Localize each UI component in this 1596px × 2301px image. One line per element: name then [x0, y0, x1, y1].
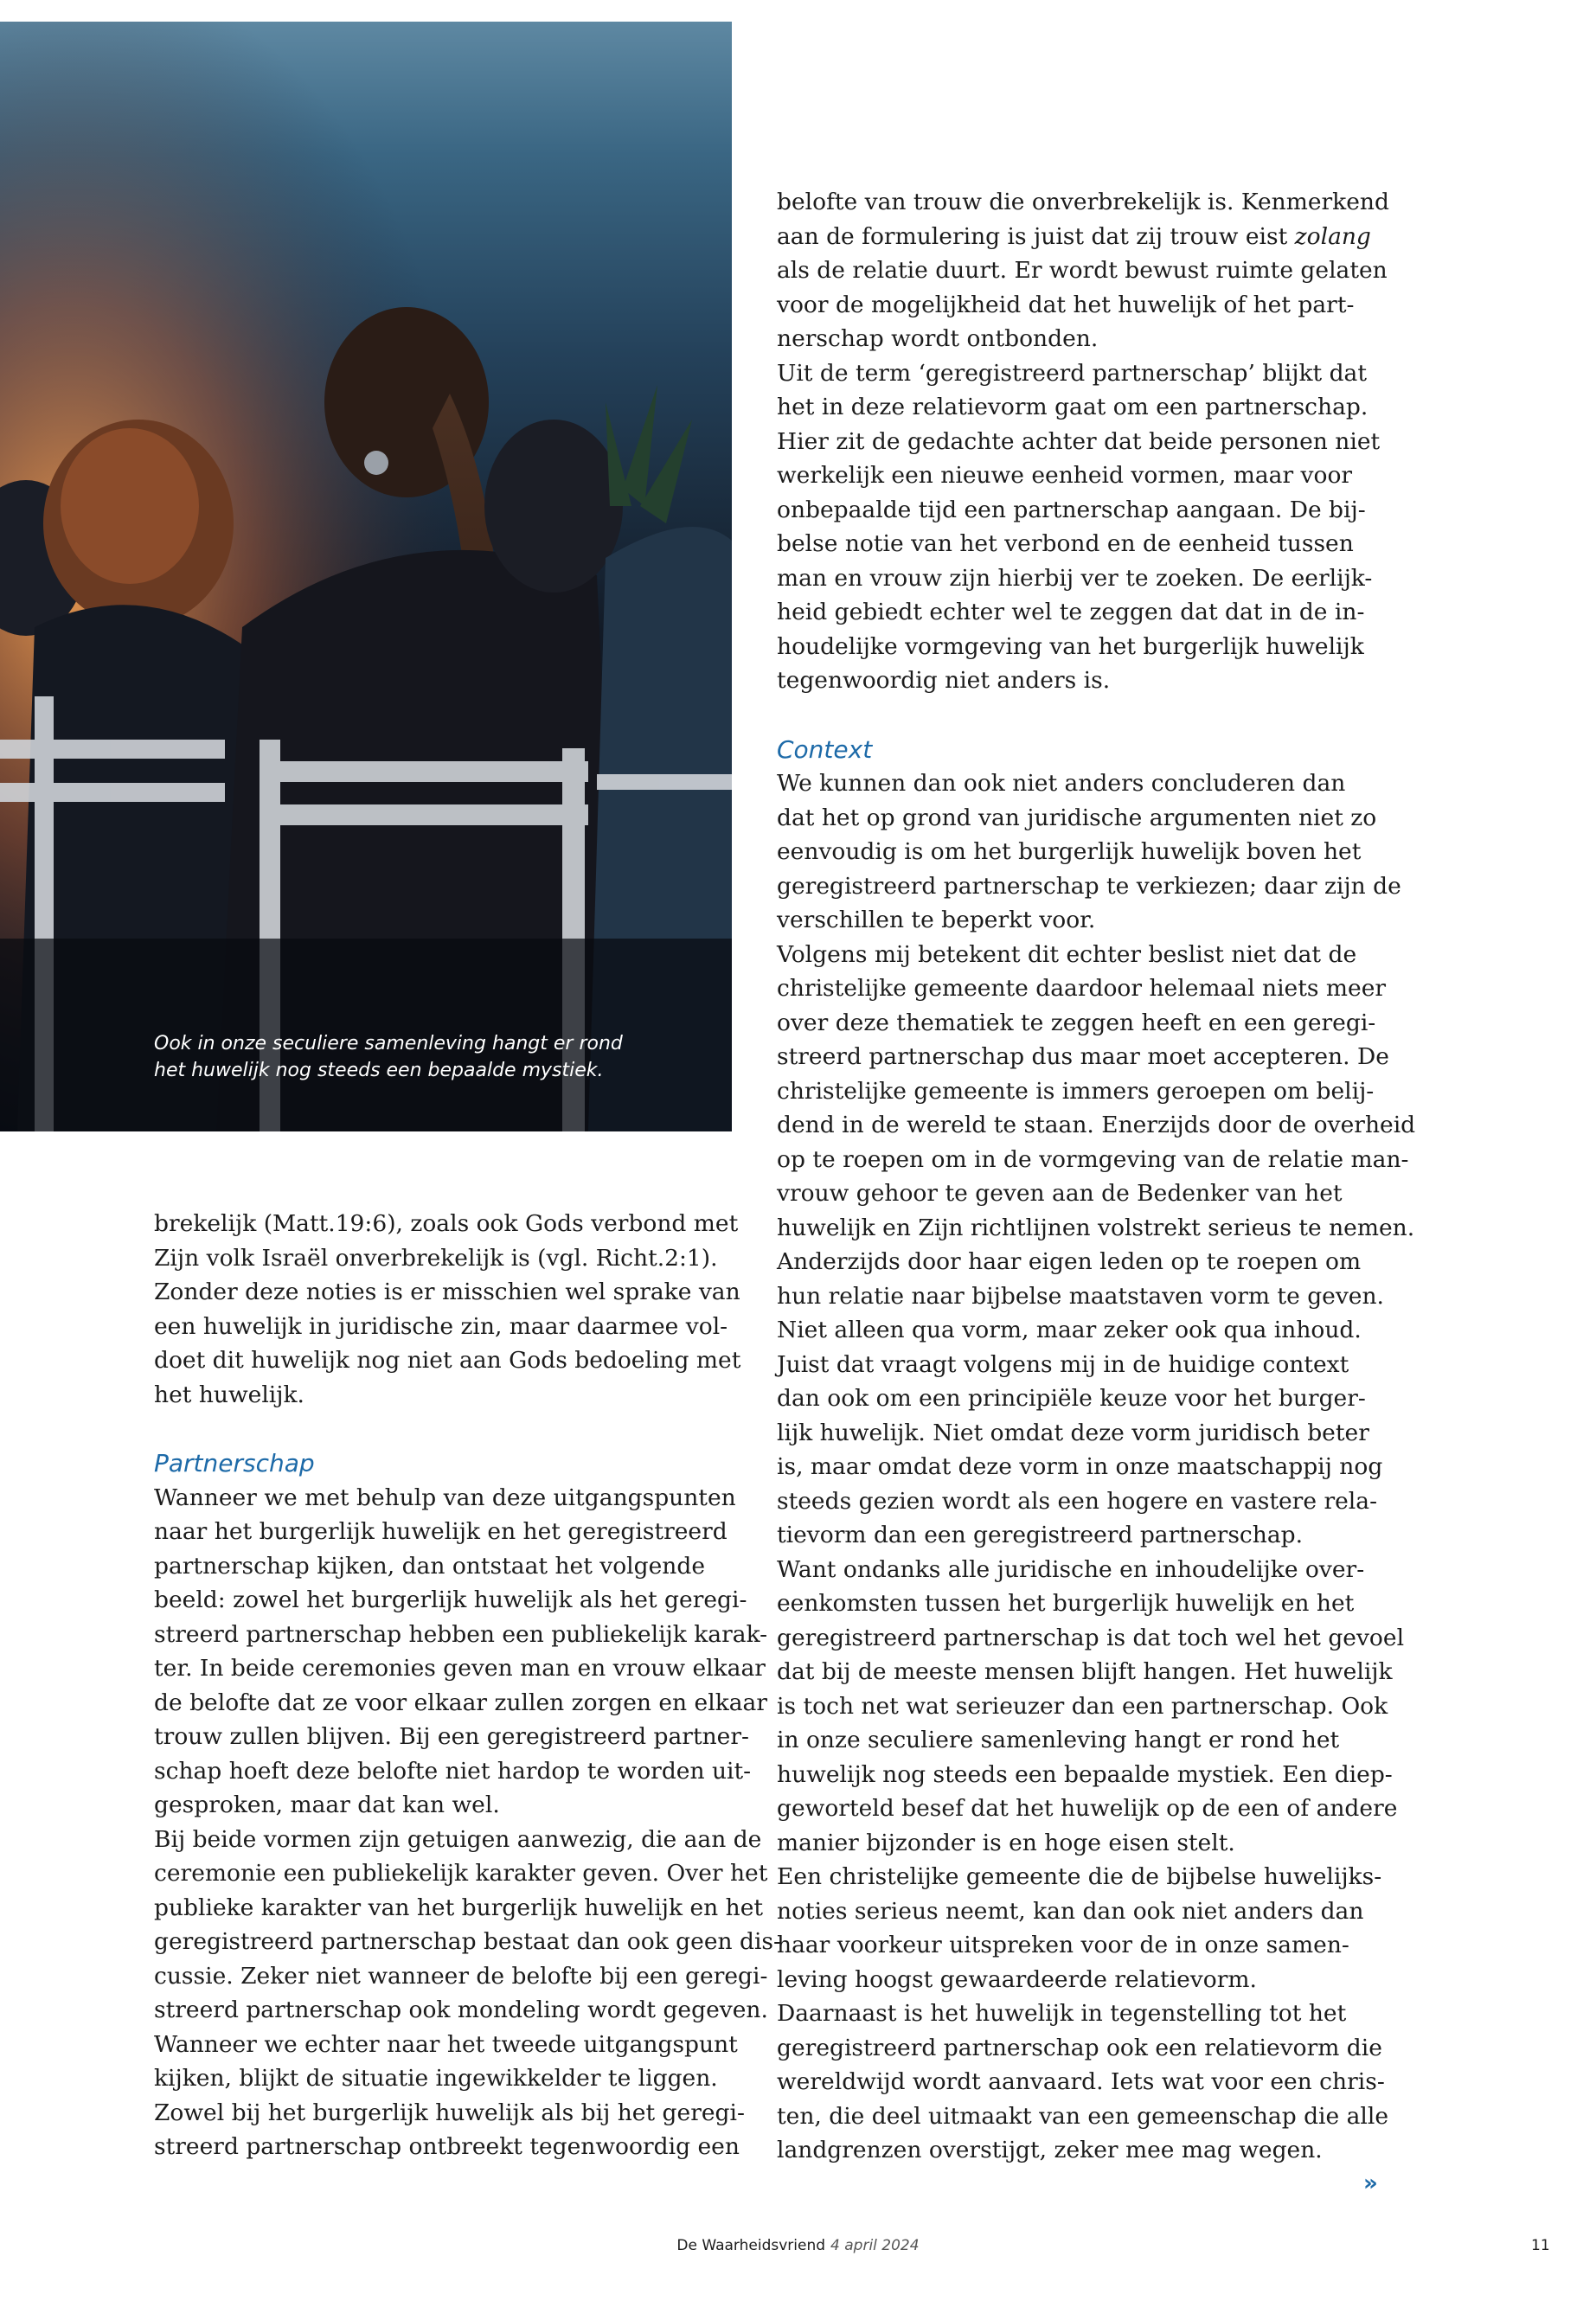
text-line: Daarnaast is het huwelijk in tegenstelling tot het	[777, 2000, 1347, 2027]
text-line: verschillen te beperkt voor.	[777, 907, 1096, 933]
publication-name: De Waarheidsvriend	[676, 2237, 826, 2254]
text-line: ter. In beide ceremonies geven man en vrouw elkaar	[154, 1655, 766, 1682]
text-line: lijk huwelijk. Niet omdat deze vorm juridisch beter	[777, 1419, 1369, 1446]
text-line: trouw zullen blijven. Bij een geregistreerd partner-	[154, 1723, 749, 1750]
text-span: aan de formulering is juist dat zij trouw eist	[777, 222, 1295, 250]
text-line: heid gebiedt echter wel te zeggen dat dat in de in-	[777, 599, 1365, 625]
text-line: dat het op grond van juridische argumenten niet zo	[777, 804, 1377, 831]
article-photo	[0, 22, 732, 1131]
text-line: vrouw gehoor te geven aan de Bedenker van het	[777, 1180, 1343, 1207]
text-line: Een christelijke gemeente die de bijbelse huwelijks-	[777, 1863, 1382, 1890]
left-text-column	[154, 1207, 811, 2164]
text-line: als de relatie duurt. Er wordt bewust ruimte gelaten	[777, 257, 1388, 284]
text-line: Zijn volk Israël onverbrekelijk is (vgl. Richt.2:1).	[154, 1244, 718, 1272]
text-line: beeld: zowel het burgerlijk huwelijk als het geregi-	[154, 1586, 747, 1613]
text-line: houdelijke vormgeving van het burgerlijk huwelijk	[777, 632, 1364, 660]
text-line: streerd partnerschap ontbreekt tegenwoordig een	[154, 2133, 740, 2160]
text-line: onbepaalde tijd een partnerschap aangaan. De bij-	[777, 496, 1366, 523]
text-line: christelijke gemeente daardoor helemaal niets meer	[777, 975, 1387, 1002]
text-line: publieke karakter van het burgerlijk huwelijk en het	[154, 1894, 764, 1921]
photo-caption	[154, 1030, 638, 1084]
text-line: Bij beide vormen zijn getuigen aanwezig, die aan de	[154, 1825, 762, 1853]
text-line: geregistreerd partnerschap ook een relatievorm die	[777, 2034, 1382, 2061]
text-line: werkelijk een nieuwe eenheid vormen, maar voor	[777, 462, 1353, 489]
text-line: geregistreerd partnerschap is dat toch wel het gevoel	[777, 1624, 1405, 1651]
text-line: landgrenzen overstijgt, zeker mee mag wegen.	[777, 2137, 1323, 2163]
context-body	[777, 766, 1434, 2168]
text-line	[777, 220, 1434, 254]
text-line: huwelijk en Zijn richtlijnen volstrekt serieus te nemen.	[777, 1214, 1415, 1241]
text-line: Hier zit de gedachte achter dat beide personen niet	[777, 427, 1381, 455]
text-line: belofte van trouw die onverbrekelijk is. Kenmerkend	[777, 189, 1389, 215]
text-line: doet dit huwelijk nog niet aan Gods bedoeling met	[154, 1347, 741, 1374]
section-heading-context: Context	[777, 734, 873, 764]
text-line: huwelijk nog steeds een bepaalde mystiek. Een diep-	[777, 1760, 1393, 1788]
text-line: is toch net wat serieuzer dan een partnerschap. Ook	[777, 1692, 1388, 1720]
text-line: ceremonie een publiekelijk karakter geven. Over het	[154, 1860, 768, 1887]
caption-line: Ook in onze seculiere samenleving hangt er rond	[154, 1033, 623, 1054]
text-line: geregistreerd partnerschap te verkiezen; daar zijn de	[777, 872, 1401, 900]
text-line: streerd partnerschap dus maar moet accepteren. De	[777, 1043, 1389, 1070]
text-line: Zowel bij het burgerlijk huwelijk als bij het geregi-	[154, 2099, 745, 2126]
text-line: geworteld besef dat het huwelijk op de een of andere	[777, 1795, 1398, 1822]
text-line: steeds gezien wordt als een hogere en vastere rela-	[777, 1487, 1378, 1515]
text-line: geregistreerd partnerschap bestaat dan ook geen dis-	[154, 1928, 781, 1955]
text-line: leving hoogst gewaardeerde relatievorm.	[777, 1965, 1257, 1993]
text-line: Volgens mij betekent dit echter beslist niet dat de	[777, 940, 1357, 968]
text-line: dat bij de meeste mensen blijft hangen. Het huwelijk	[777, 1658, 1393, 1685]
text-line: haar voorkeur uitspreken voor de in onze samen-	[777, 1932, 1349, 1958]
text-line: Wanneer we echter naar het tweede uitgangspunt	[154, 2030, 738, 2058]
text-line: kijken, blijkt de situatie ingewikkelder te liggen.	[154, 2065, 718, 2092]
text-line: in onze seculiere samenleving hangt er rond het	[777, 1727, 1340, 1753]
text-line: Wanneer we met behulp van deze uitgangspunten	[154, 1484, 736, 1511]
text-line: Zonder deze noties is er misschien wel sprake van	[154, 1279, 740, 1305]
text-line: dend in de wereld te staan. Enerzijds door de overheid	[777, 1112, 1416, 1138]
text-line: cussie. Zeker niet wanneer de belofte bij een geregi-	[154, 1962, 768, 1990]
text-line: Uit de term ‘geregistreerd partnerschap’ blijkt dat	[777, 359, 1367, 387]
left-intro-paragraph	[154, 1207, 811, 1412]
text-line: eenkomsten tussen het burgerlijk huwelijk en het	[777, 1590, 1355, 1617]
text-line: het in deze relatievorm gaat om een partnerschap.	[777, 394, 1368, 420]
text-line: een huwelijk in juridische zin, maar daarmee vol-	[154, 1312, 728, 1340]
text-line: Niet alleen qua vorm, maar zeker ook qua inhoud.	[777, 1317, 1362, 1343]
text-line: belse notie van het verbond en de eenheid tussen	[777, 530, 1354, 557]
text-line: Anderzijds door haar eigen leden op te roepen om	[777, 1248, 1362, 1275]
section-heading-partnerschap: Partnerschap	[154, 1449, 315, 1477]
text-line: streerd partnerschap ook mondeling wordt gegeven.	[154, 1997, 768, 2023]
text-line: is, maar omdat deze vorm in onze maatschappij nog	[777, 1453, 1383, 1480]
text-line: noties serieus neemt, kan dan ook niet anders dan	[777, 1897, 1364, 1925]
text-line: manier bijzonder is en hoge eisen stelt.	[777, 1829, 1235, 1856]
text-line: wereldwijd wordt aanvaard. Iets wat voor een chris-	[777, 2068, 1385, 2095]
text-line: ten, die deel uitmaakt van een gemeenschap die alle	[777, 2102, 1389, 2130]
text-line: de belofte dat ze voor elkaar zullen zorgen en elkaar	[154, 1689, 768, 1716]
partnerschap-body	[154, 1481, 811, 2164]
text-line: Juist dat vraagt volgens mij in de huidige context	[777, 1350, 1349, 1378]
text-line: gesproken, maar dat kan wel.	[154, 1791, 500, 1818]
text-line: We kunnen dan ook niet anders concluderen dan	[777, 770, 1346, 797]
continue-arrow-icon: »	[1363, 2170, 1378, 2196]
page-footer	[0, 2237, 1596, 2254]
text-line: voor de mogelijkheid dat het huwelijk of het part-	[777, 291, 1355, 318]
page-number: 11	[1531, 2237, 1550, 2254]
text-line: nerschap wordt ontbonden.	[777, 325, 1099, 352]
text-line: eenvoudig is om het burgerlijk huwelijk boven het	[777, 838, 1362, 865]
text-line: het huwelijk.	[154, 1381, 304, 1408]
text-line: tegenwoordig niet anders is.	[777, 667, 1111, 694]
text-line: partnerschap kijken, dan ontstaat het volgende	[154, 1552, 706, 1580]
caption-line: het huwelijk nog steeds een bepaalde mystiek.	[154, 1060, 604, 1081]
text-line: brekelijk (Matt.19:6), zoals ook Gods verbond met	[154, 1210, 739, 1237]
issue-date: 4 april 2024	[830, 2237, 920, 2254]
wedding-audience-illustration	[0, 22, 732, 1131]
right-intro-paragraph	[777, 185, 1434, 698]
text-line: schap hoeft deze belofte niet hardop te worden uit-	[154, 1757, 752, 1785]
text-line: dan ook om een principiële keuze voor het burger-	[777, 1385, 1366, 1412]
text-line: streerd partnerschap hebben een publiekelijk karak-	[154, 1620, 768, 1648]
text-line: over deze thematiek te zeggen heeft en een geregi-	[777, 1009, 1376, 1036]
right-text-column	[777, 185, 1434, 2168]
text-line: man en vrouw zijn hierbij ver te zoeken. De eerlijk-	[777, 564, 1373, 592]
emphasis-word: zolang	[1294, 222, 1371, 250]
text-line: naar het burgerlijk huwelijk en het geregistreerd	[154, 1518, 727, 1545]
text-line: hun relatie naar bijbelse maatstaven vorm te geven.	[777, 1282, 1384, 1310]
text-line: christelijke gemeente is immers geroepen om belij-	[777, 1077, 1375, 1105]
text-line: tievorm dan een geregistreerd partnerschap.	[777, 1522, 1304, 1548]
text-line: op te roepen om in de vormgeving van de relatie man-	[777, 1145, 1409, 1173]
text-line: Want ondanks alle juridische en inhoudelijke over-	[777, 1555, 1365, 1583]
